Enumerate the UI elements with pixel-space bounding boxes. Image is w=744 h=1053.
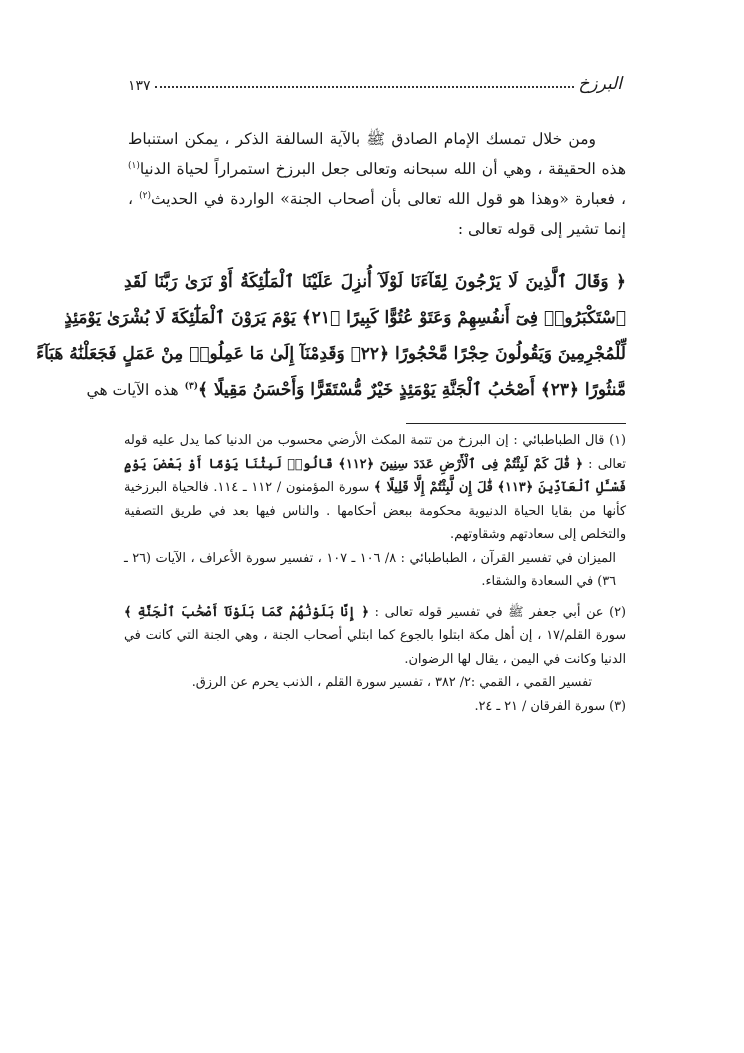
footnote-text: سورة القلم/١٧ ، إن أهل مكة ابتلوا بالجوع كما ابتلي أصحاب الجنة ، وهي الجنة التي كانت في الدنيا وكانت في اليمن ، يقال لها الرضوان. [124,628,627,667]
footnote-text: في تفسير قوله تعالى : [374,604,503,620]
verse-line-last [86,374,626,410]
verse-line: ٱسْتَكْبَرُوا۟ فِىٓ أَنفُسِهِمْ وَعَتَوْ عُتُوًّا كَبِيرًا ﴿٢١﴾ يَوْمَ يَرَوْنَ ٱلْمَلَٰٓئِكَةَ لَا بُشْرَىٰ يَوْمَئِذٍ [64,308,626,328]
text-run: ، فعبارة «وهذا هو قول الله تعالى بأن أصحاب الجنة» الواردة في الحديث [151,190,626,208]
footnote-source: تفسير القمي ، القمي :٢/ ٣٨٢ ، تفسير سورة القلم ، الذنب يحرم عن الرزق. [191,675,592,690]
leader-dots [155,85,575,88]
footnote-text: (٢) عن أبي جعفر [529,604,626,620]
page-number: ١٣٧ [128,78,151,94]
honorific-glyph: ﷺ [366,130,386,148]
honorific-glyph: ﷺ [508,604,524,620]
footnotes [124,429,626,718]
text-run: ، إنما تشير إلى قوله تعالى : [128,190,626,238]
footnote-text: (١) قال الطباطبائي : إن البرزخ من تتمة المكث الأرضي محسوب من الدنيا كما يدل عليه قوله تعالى : [124,433,626,472]
page-header [128,68,622,94]
quran-quote: ﴿ قَٰلَ كَمْ لَبِثْتُمْ فِى ٱلْأَرْضِ عَدَدَ سِنِينَ ﴿١١٢﴾ قَالُوا۟ لَبِثْنَا يَوْمًا أَوْ بَعْضَ يَوْمٍ فَسْـَٔلِ ٱلْعَآدِّينَ ﴿١١٣﴾ [124,456,626,495]
footnote-3: (٣) سورة الفرقان / ٢١ ـ ٢٤. [474,698,626,714]
text-run: ومن خلال تمسك الإمام الصادق [391,130,596,148]
verse-text: مَّنثُورًا ﴿٢٣﴾ أَصْحَٰبُ ٱلْجَنَّةِ يَوْمَئِذٍ خَيْرٌ مُّسْتَقَرًّا وَأَحْسَنُ مَقِيلًا ﴾ [197,380,626,400]
body-text [128,124,626,244]
footnote-source: الميزان في تفسير القرآن ، الطباطبائي : ٨/ ١٠٦ ـ ١٠٧ ، تفسير سورة الأعراف ، الآيات (٢٦ ـ ٣٦) في السعادة والشقاء. [124,550,616,589]
quran-quote: ﴿ إِنَّا بَلَوْنَٰهُمْ كَمَا بَلَوْنَآ أَصْحَٰبَ ٱلْجَنَّةِ ﴾ [124,604,369,620]
verse-line: لِّلْمُجْرِمِينَ وَيَقُولُونَ حِجْرًا مَّحْجُورًا ﴿٢٢﴾ وَقَدِمْنَآ إِلَىٰ مَا عَمِلُوا۟ مِنْ عَمَلٍ فَجَعَلْنَٰهُ هَبَآءً [36,344,626,364]
footnote-text: سورة المؤمنون / ١١٢ ـ ١١٤. فالحياة البرزخية كأنها من بقايا الحياة الدنيوية محكومة ببعض أحكامها . والناس فيها بعد في طريق التصفية والتخلص إلى سعادتهم وشقاوتهم. [124,480,626,542]
footnote-1 [124,429,626,547]
running-title: البرزخ [578,74,622,94]
text-run: بالآية السالفة الذكر ، يمكن استنباط هذه الحقيقة ، وهي أن الله سبحانه وتعالى جعل البرزخ استمراراً لحياة الدنيا [128,130,626,178]
footnote-ref[interactable]: (٢) [139,190,152,201]
footnote-ref[interactable]: (٣) [184,381,198,392]
continuation-text: هذه الآيات هي [86,381,179,399]
quran-verse-block [36,266,626,410]
footnote-ref[interactable]: (١) [128,160,140,171]
paragraph [128,124,626,244]
footnote-2 [124,601,626,672]
verse-line: ﴿ وَقَالَ ٱلَّذِينَ لَا يَرْجُونَ لِقَآءَنَا لَوْلَآ أُنزِلَ عَلَيْنَا ٱلْمَلَٰٓئِكَةُ أَوْ نَرَىٰ رَبَّنَا لَقَدِ [124,272,626,292]
footnote-separator [406,423,626,424]
quran-quote: قَٰلَ إِن لَّبِثْتُمْ إِلَّا قَلِيلًا ﴾ [373,480,493,495]
